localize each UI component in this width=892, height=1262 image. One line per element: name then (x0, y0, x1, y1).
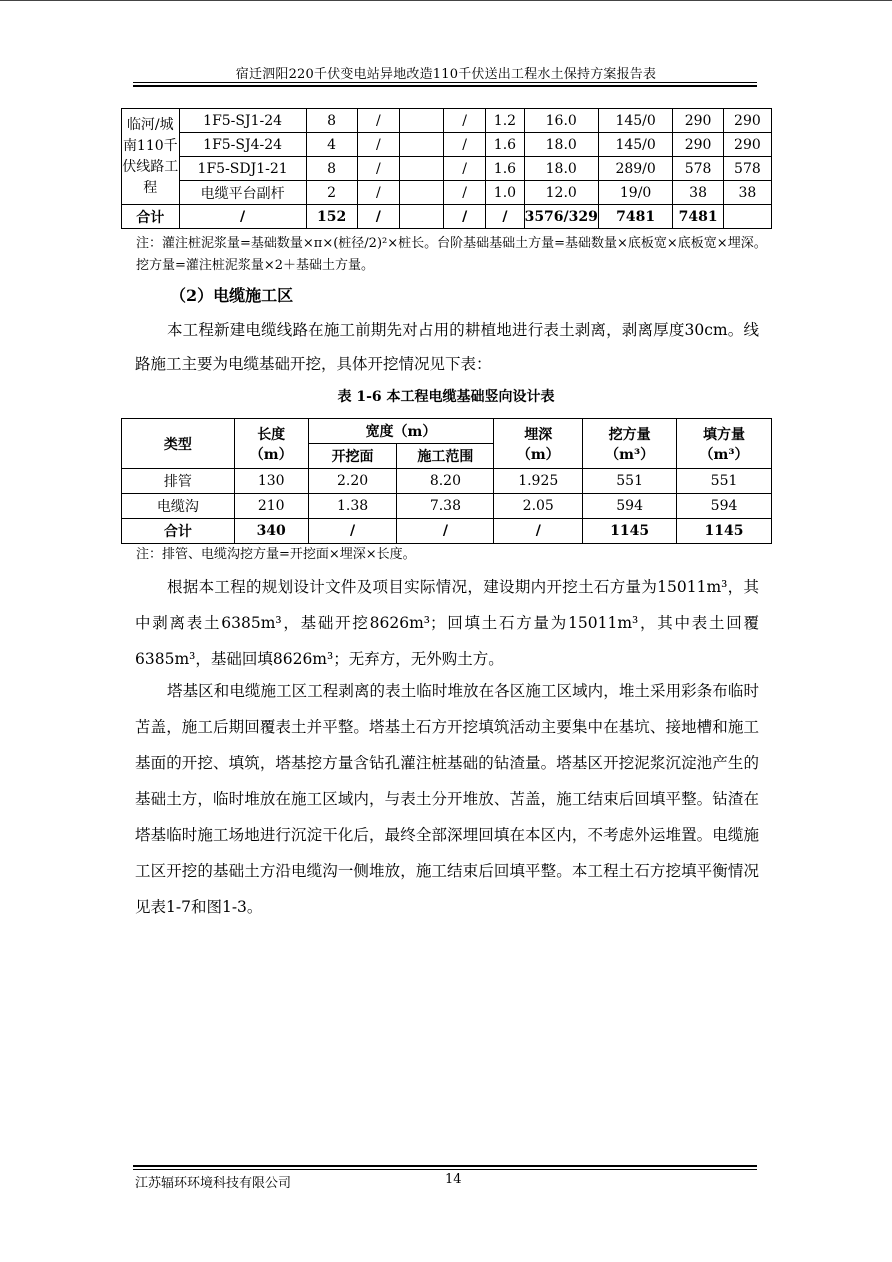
table-cell: 130 (234, 469, 308, 494)
footer-rule (133, 1169, 757, 1170)
table-cell: 551 (677, 469, 772, 494)
table-cell: 8 (306, 157, 357, 181)
table-cell: 1.925 (494, 469, 583, 494)
cable-foundation-table (121, 418, 772, 544)
table-cell: 290 (673, 133, 724, 157)
body-paragraph: 塔基区和电缆施工区工程剥离的表土临时堆放在各区施工区域内，堆土采用彩条布临时苫盖，施工后期回覆表土并平整。塔基土石方开挖填筑活动主要集中在基坑、接地槽和施工基面的开挖、填筑，塔基挖方量含钻孔灌注桩基础的钻渣量。塔基区开挖泥浆沉淀池产生的基础土方，临时堆放在施工区域内，与表土分开堆放、苫盖，施工结束后回填平整。钻渣在塔基临时施工场地进行沉淀干化后，最终全部深埋回填在本区内，不考虑外运堆置。电缆施工区开挖的基础土方沿电缆沟一侧堆放，施工结束后回填平整。本工程土石方挖填平衡情况见表1-7和图1-3。 (135, 682, 759, 916)
table-cell (399, 109, 443, 133)
header-depth-label: 埋深 (524, 426, 553, 443)
table-cell: / (443, 109, 485, 133)
header-width-dig: 开挖面 (308, 444, 397, 469)
header-type: 类型 (122, 419, 235, 469)
table-cell: 8.20 (397, 469, 494, 494)
table-cell: 290 (723, 109, 771, 133)
table-total-row (122, 519, 772, 544)
table-cell: 2.05 (494, 494, 583, 519)
footer-company: 江苏辐环环境科技有限公司 (135, 1176, 292, 1191)
header-rule-thick (133, 85, 757, 87)
table-cell: 8 (306, 109, 357, 133)
table-row (122, 494, 772, 519)
table-row (122, 181, 772, 205)
table-cell: 合计 (122, 205, 180, 229)
table-cell: / (443, 205, 485, 229)
table-cell: / (357, 133, 399, 157)
table-cell: 38 (673, 181, 724, 205)
header-title: 宿迁泗阳220千伏变电站异地改造110千伏送出工程水土保持方案报告表 (235, 67, 657, 82)
table-cell (399, 181, 443, 205)
table-row (122, 157, 772, 181)
table-row (122, 133, 772, 157)
table-cell (399, 205, 443, 229)
table-cell: 2 (306, 181, 357, 205)
header-fill-unit: （m³） (699, 446, 749, 463)
body-paragraph: 本工程新建电缆线路在施工前期先对占用的耕植地进行表土剥离，剥离厚度30cm。线路施工主要为电缆基础开挖，具体开挖情况见下表： (135, 321, 759, 373)
header-fill (677, 419, 772, 469)
table-cell: / (357, 181, 399, 205)
header-width: 宽度（m） (308, 419, 494, 444)
header-rule (133, 82, 757, 83)
table-cell: / (357, 205, 399, 229)
table-cell: 551 (583, 469, 677, 494)
table-cell: 1F5-SJ1-24 (179, 109, 306, 133)
top-edge-line (0, 0, 892, 1)
table-header-row (122, 419, 772, 444)
table-note: 注：排管、电缆沟挖方量=开挖面×埋深×长度。 (136, 547, 416, 562)
tower-foundation-table (121, 108, 772, 229)
table-cell: 1.6 (486, 157, 524, 181)
table-cell: 1.6 (486, 133, 524, 157)
table-cell: 578 (723, 157, 771, 181)
table-cell: 12.0 (524, 181, 598, 205)
table-cell: 290 (673, 109, 724, 133)
line-group-label: 临河/城南110千伏线路工程 (122, 109, 180, 205)
table-cell: 38 (723, 181, 771, 205)
table-cell: 1.38 (308, 494, 397, 519)
table-cell: 1145 (583, 519, 677, 544)
table-cell: 4 (306, 133, 357, 157)
table-cell: 1F5-SDJ1-21 (179, 157, 306, 181)
table-cell: 289/0 (598, 157, 672, 181)
table-cell: 594 (583, 494, 677, 519)
body-paragraph: 根据本工程的规划设计文件及项目实际情况，建设期内开挖土石方量为15011m³，其中剥离表土6385m³，基础开挖8626m³；回填土石方量为15011m³，其中表土回覆6385m³，基础回填8626m³；无弃方，无外购土方。 (135, 578, 759, 668)
table-note: 注：灌注桩泥浆量=基础数量×π×(桩径/2)²×桩长。台阶基础基础土方量=基础数量×底板宽×底板宽×埋深。挖方量=灌注桩泥浆量×2＋基础土方量。 (136, 236, 767, 273)
table-cell: 210 (234, 494, 308, 519)
table-cell: 152 (306, 205, 357, 229)
table-cell: 16.0 (524, 109, 598, 133)
section-heading: （2）电缆施工区 (170, 286, 294, 305)
table-cell: 排管 (122, 469, 235, 494)
header-cut (583, 419, 677, 469)
table-cell: / (357, 157, 399, 181)
table-cell: 7481 (673, 205, 724, 229)
table-cell: 145/0 (598, 109, 672, 133)
table-row (122, 109, 772, 133)
page-number: 14 (445, 1172, 462, 1187)
header-depth (494, 419, 583, 469)
table-title: 表 1-6 本工程电缆基础竖向设计表 (337, 389, 555, 405)
table-cell: 3576/329 (524, 205, 598, 229)
header-length-label: 长度 (257, 426, 286, 443)
table-cell: 合计 (122, 519, 235, 544)
table-cell: 7.38 (397, 494, 494, 519)
table-cell (399, 133, 443, 157)
table-cell: 7481 (598, 205, 672, 229)
table-cell: / (357, 109, 399, 133)
table-cell: 电缆沟 (122, 494, 235, 519)
table-cell: / (179, 205, 306, 229)
table-cell: 18.0 (524, 133, 598, 157)
table-cell: 电缆平台副杆 (179, 181, 306, 205)
header-cut-unit: （m³） (605, 446, 655, 463)
table-cell: / (443, 157, 485, 181)
table-cell: 19/0 (598, 181, 672, 205)
header-length-unit: （m） (249, 446, 293, 463)
header-depth-unit: （m） (516, 446, 560, 463)
table-cell: 290 (723, 133, 771, 157)
table-cell: 18.0 (524, 157, 598, 181)
table-cell: / (443, 181, 485, 205)
header-cut-label: 挖方量 (608, 426, 651, 443)
table-cell: 340 (234, 519, 308, 544)
table-cell: 594 (677, 494, 772, 519)
table-cell: / (494, 519, 583, 544)
table-cell: / (308, 519, 397, 544)
table-cell: 1.2 (486, 109, 524, 133)
table-cell: / (397, 519, 494, 544)
table-cell: 1F5-SJ4-24 (179, 133, 306, 157)
table-cell (723, 205, 771, 229)
header-width-work: 施工范围 (397, 444, 494, 469)
table-total-row (122, 205, 772, 229)
table-cell: 1145 (677, 519, 772, 544)
table-cell: 1.0 (486, 181, 524, 205)
header-length (234, 419, 308, 469)
table-cell: / (443, 133, 485, 157)
table-cell: 2.20 (308, 469, 397, 494)
footer-rule-thick (133, 1165, 757, 1167)
table-cell: / (486, 205, 524, 229)
table-cell: 578 (673, 157, 724, 181)
table-cell: 145/0 (598, 133, 672, 157)
table-row (122, 469, 772, 494)
table-cell (399, 157, 443, 181)
header-fill-label: 填方量 (703, 426, 746, 443)
